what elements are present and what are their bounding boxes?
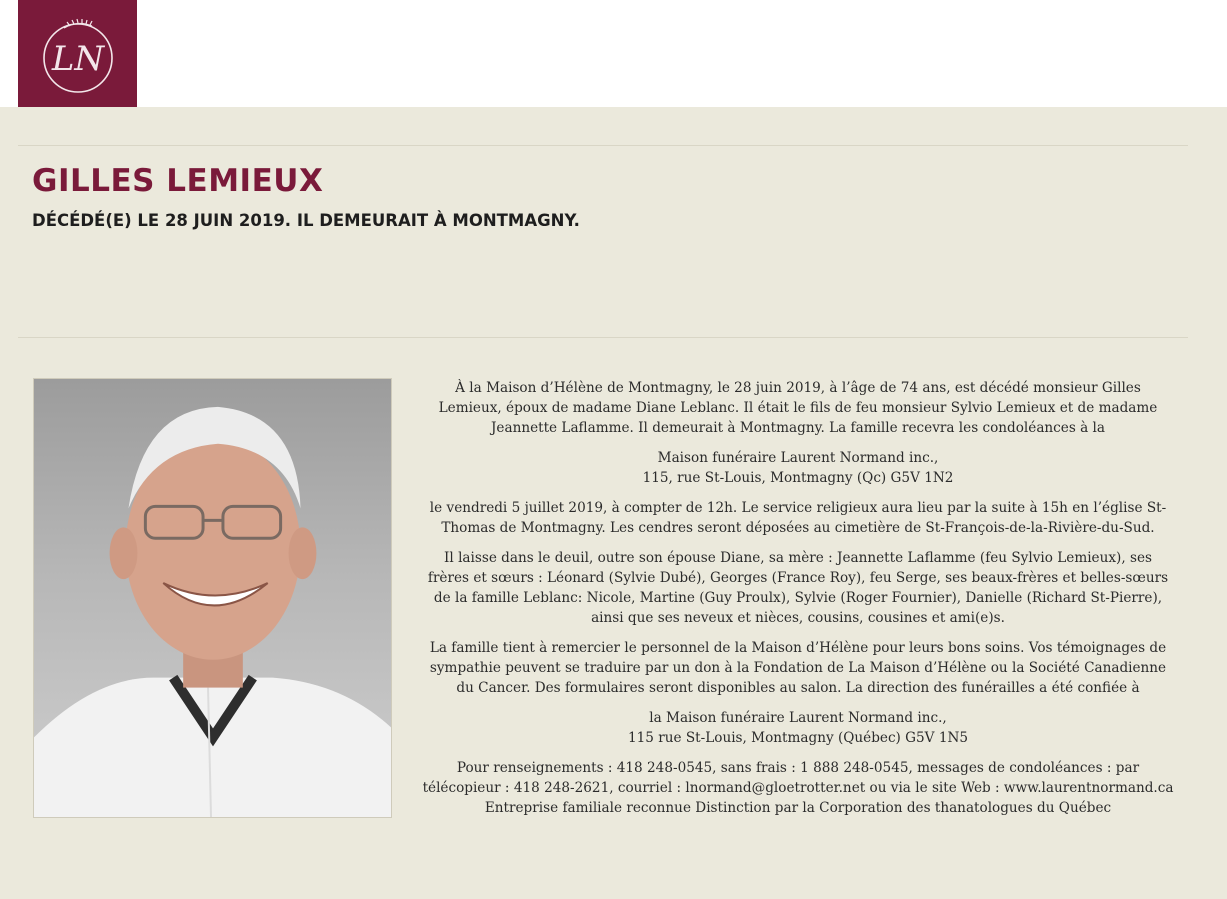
deceased-photo bbox=[33, 378, 392, 818]
divider-top bbox=[18, 145, 1188, 146]
paragraph-visitation-address bbox=[422, 448, 1174, 488]
site-logo[interactable] bbox=[18, 0, 137, 107]
paragraph-family: Il laisse dans le deuil, outre son épouse Diane, sa mère : Jeannette Laflamme (feu Sylvio Lemieux), ses frères et sœurs : Léonard (Sylvie Dubé), Georges (France Roy), feu Serge, ses beaux-frères et belles-sœurs de la famille Leblanc: Nicole, Martine (Guy Proulx), Sylvie (Roger Fournier), Danielle (Richard St-Pierre), ainsi que ses neveux et nièces, cousins, cousines et ami(e)s. bbox=[427, 550, 1169, 626]
obituary-name: GILLES LEMIEUX bbox=[32, 163, 324, 199]
paragraph-contact bbox=[422, 758, 1174, 818]
contact-info: Pour renseignements : 418 248-0545, sans frais : 1 888 248-0545, messages de condoléances : par télécopieur : 418 248-2621, courriel : lnormand@gloetrotter.net ou via le site Web : www.laurentnormand.ca bbox=[422, 760, 1174, 796]
distinction-note: Entreprise familiale reconnue Distinction par la Corporation des thanatologues du Québec bbox=[484, 800, 1112, 816]
logo-monogram bbox=[28, 14, 128, 94]
paragraph-thanks: La famille tient à remercier le personnel de la Maison d’Hélène pour leurs bons soins. Vos témoignages de sympathie peuvent se traduire par un don à la Fondation de La Maison d’Hélène ou la Société Canadienne du Cancer. Des formulaires seront disponibles au salon. La direction des funérailles a été confiée à bbox=[429, 640, 1167, 696]
paragraph-directors-address bbox=[422, 708, 1174, 748]
funeral-home-name-2: la Maison funéraire Laurent Normand inc., bbox=[649, 710, 947, 726]
funeral-home-address: 115, rue St-Louis, Montmagny (Qc) G5V 1N2 bbox=[642, 470, 954, 486]
obituary-subtitle: DÉCÉDÉ(E) LE 28 JUIN 2019. IL DEMEURAIT À MONTMAGNY. bbox=[32, 211, 580, 230]
portrait-illustration bbox=[34, 379, 391, 817]
paragraph-announcement: À la Maison d’Hélène de Montmagny, le 28 juin 2019, à l’âge de 74 ans, est décédé monsieur Gilles Lemieux, époux de madame Diane Leblanc. Il était le fils de feu monsieur Sylvio Lemieux et de madame Jeannette Laflamme. Il demeurait à Montmagny. La famille recevra les condoléances à la bbox=[438, 380, 1158, 436]
funeral-home-name: Maison funéraire Laurent Normand inc., bbox=[657, 450, 939, 466]
funeral-home-address-2: 115 rue St-Louis, Montmagny (Québec) G5V 1N5 bbox=[627, 730, 969, 746]
site-header bbox=[0, 0, 1227, 107]
obituary-text bbox=[422, 378, 1174, 828]
wheat-icon bbox=[64, 19, 92, 28]
obituary-section bbox=[0, 107, 1227, 899]
svg-text:LN: LN bbox=[51, 38, 104, 79]
paragraph-service: le vendredi 5 juillet 2019, à compter de 12h. Le service religieux aura lieu par la suite à 15h en l’église St-Thomas de Montmagny. Les cendres seront déposées au cimetière de St-François-de-la-Rivière-du-Sud. bbox=[429, 500, 1167, 536]
divider-bottom bbox=[18, 337, 1188, 338]
